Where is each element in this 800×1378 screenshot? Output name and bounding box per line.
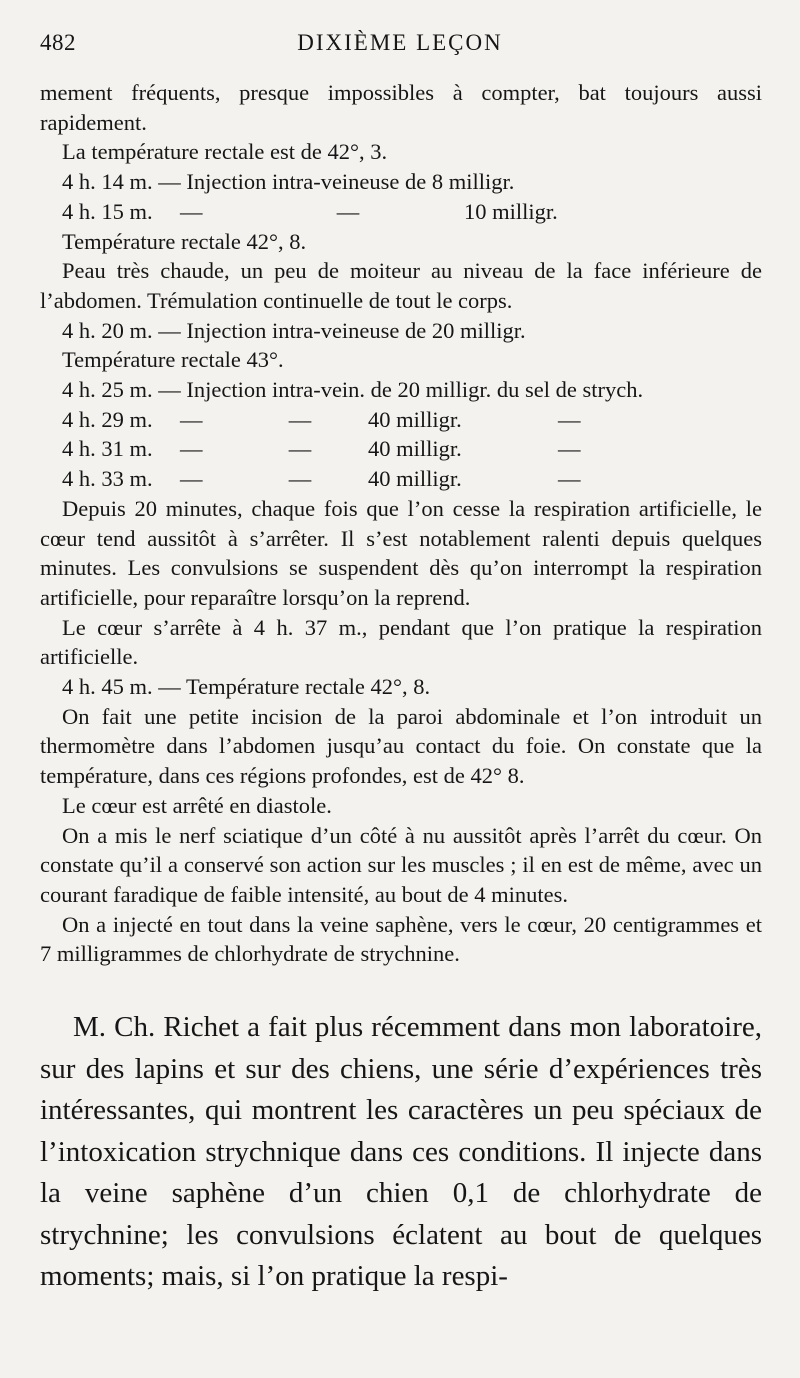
paragraph: 4 h. 14 m. — Injection intra-veineuse de 8 milligr. <box>62 169 515 195</box>
paragraph: Température rectale 42°, 8. <box>62 228 307 254</box>
entry-dash: — <box>288 436 312 462</box>
paragraph: Depuis 20 minutes, chaque fois que l’on cesse la respiration artificielle, le cœur tend aussitôt à s’arrêter. Il s’est notablement ralenti depuis quelques minutes. Les convulsions se suspendent dès qu’on interrompt la respiration artificielle, pour reparaître lorsqu’on la reprend. <box>40 495 762 610</box>
timed-entry <box>40 464 762 494</box>
main-text <box>40 1007 762 1298</box>
paragraph: 4 h. 20 m. — Injection intra-veineuse de 20 milligr. <box>62 317 526 343</box>
entry-dash: — <box>180 466 203 492</box>
paragraph: 4 h. 45 m. — Température rectale 42°, 8. <box>62 674 431 700</box>
page-number: 482 <box>40 30 76 55</box>
entry-value: 40 milligr. <box>368 466 462 492</box>
entry-dash: — <box>558 406 581 432</box>
timed-entry <box>40 434 762 464</box>
paragraph: On a injecté en tout dans la veine saphène, vers le cœur, 20 centigrammes et 7 milligrammes de chlorhydrate de strychnine. <box>40 911 762 967</box>
paragraph: On a mis le nerf sciatique d’un côté à nu aussitôt après l’arrêt du cœur. On constate qu’il a conservé son action sur les muscles ; il en est de même, avec un courant faradique de faible intensité, au bout de 4 minutes. <box>40 822 762 907</box>
entry-time: 4 h. 31 m. <box>62 436 153 462</box>
entry-dash: — <box>558 466 581 492</box>
running-header <box>40 30 760 66</box>
paragraph: Le cœur est arrêté en diastole. <box>62 792 332 818</box>
entry-dash: — <box>288 406 312 432</box>
entry-dash: — <box>558 436 581 462</box>
timed-entry <box>40 197 762 227</box>
paragraph: 4 h. 25 m. — Injection intra-vein. de 20 milligr. du sel de strych. <box>62 377 644 403</box>
entry-dash: — <box>180 198 203 224</box>
entry-time: 4 h. 29 m. <box>62 406 153 432</box>
experiment-protocol <box>40 78 762 969</box>
entry-value: 40 milligr. <box>368 436 462 462</box>
entry-time: 4 h. 33 m. <box>62 466 153 492</box>
paragraph: Température rectale 43°. <box>62 347 284 373</box>
entry-value: 10 milligr. <box>464 198 558 224</box>
entry-dash: — <box>180 406 203 432</box>
entry-dash: — <box>288 466 312 492</box>
paragraph: mement fréquents, presque impossibles à compter, bat toujours aussi rapidement. <box>40 80 762 135</box>
entry-dash: — <box>336 198 360 224</box>
paragraph: La température rectale est de 42°, 3. <box>62 139 388 165</box>
entry-time: 4 h. 15 m. <box>62 198 153 224</box>
page-body <box>40 78 762 1298</box>
chapter-title: DIXIÈME LEÇON <box>297 30 503 55</box>
paragraph: Le cœur s’arrête à 4 h. 37 m., pendant que l’on pratique la respiration artificielle. <box>40 614 762 670</box>
entry-dash: — <box>180 436 203 462</box>
paragraph: M. Ch. Richet a fait plus récemment dans mon laboratoire, sur des lapins et sur des chiens, une série d’expériences très intéressantes, qui montrent les caractères un peu spéciaux de l’intoxication strychnique dans ces conditions. Il injecte dans la veine saphène d’un chien 0,1 de chlorhydrate de strychnine; les convulsions éclatent au bout de quelques moments; mais, si l’on pratique la respi- <box>40 1011 762 1293</box>
entry-value: 40 milligr. <box>368 406 462 432</box>
paragraph: On fait une petite incision de la paroi abdominale et l’on introduit un thermomètre dans l’abdomen jusqu’au contact du foie. On constate que la température, dans ces régions profondes, est de 42° 8. <box>40 703 762 789</box>
timed-entry <box>40 405 762 435</box>
paragraph: Peau très chaude, un peu de moiteur au niveau de la face inférieure de l’abdomen. Trémulation continuelle de tout le corps. <box>40 258 762 313</box>
